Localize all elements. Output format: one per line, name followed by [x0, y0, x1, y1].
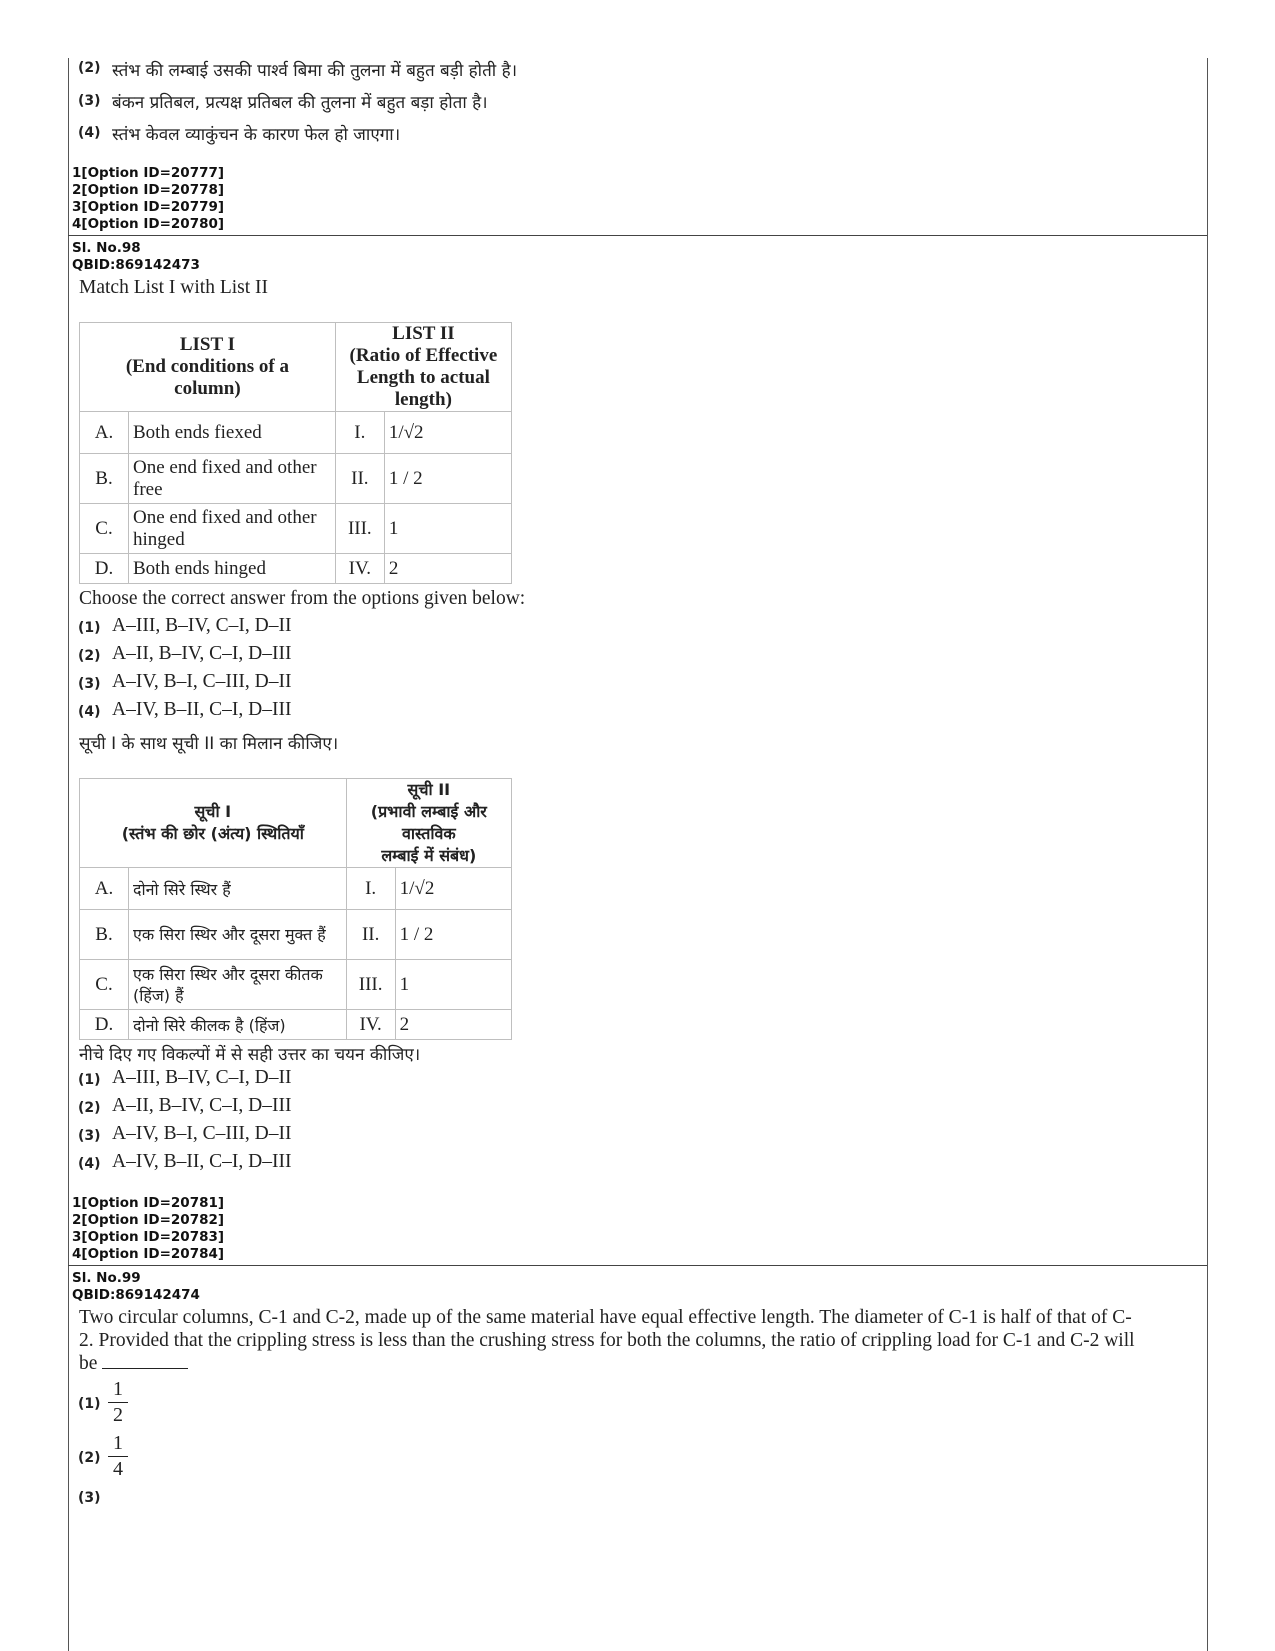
header-line: column) — [174, 378, 241, 399]
fraction — [108, 1432, 128, 1481]
option-id-list — [72, 165, 224, 233]
option-id: 1[Option ID=20777] — [72, 165, 225, 181]
option-text: A–IV, B–I, C–III, D–II — [112, 671, 292, 692]
numerator: 1 — [113, 1432, 123, 1454]
ratio-value: 1/√2 — [395, 868, 511, 910]
choose-instruction: Choose the correct answer from the options given below: — [79, 588, 526, 609]
fraction-bar — [108, 1456, 128, 1457]
row-roman: I. — [346, 868, 395, 910]
question-header — [72, 1270, 200, 1304]
list-two-header — [335, 323, 511, 412]
serial-number: Sl. No.98 — [72, 240, 141, 256]
row-letter: B. — [80, 910, 129, 960]
end-condition: Both ends hinged — [129, 554, 336, 584]
end-condition: One end fixed and other free — [129, 454, 336, 504]
option-number: (4) — [78, 125, 101, 141]
denominator: 4 — [113, 1458, 123, 1480]
numerator: 1 — [113, 1378, 123, 1400]
option-id: 3[Option ID=20783] — [72, 1229, 225, 1245]
end-condition: Both ends fiexed — [129, 412, 336, 454]
option-number: (3) — [78, 1128, 101, 1144]
question-line: be — [79, 1353, 98, 1374]
end-condition: एक सिरा स्थिर और दूसरा कीतक (हिंज) हैं — [129, 960, 347, 1010]
question-text — [79, 1306, 1199, 1375]
option-text-hindi: स्तंभ की लम्बाई उसकी पार्श्व बिमा की तुलना में बहुत बड़ी होती है। — [112, 61, 518, 81]
header-line: Length to actual length) — [356, 367, 490, 410]
ratio-value: 2 — [395, 1010, 511, 1040]
list-one-header — [80, 779, 347, 868]
option-number: (3) — [78, 676, 101, 692]
table-row — [80, 454, 512, 504]
row-letter: A. — [80, 412, 129, 454]
option-number: (2) — [78, 1100, 101, 1116]
table-row — [80, 412, 512, 454]
fraction-bar — [108, 1402, 128, 1403]
row-roman: III. — [335, 504, 384, 554]
row-roman: IV. — [346, 1010, 395, 1040]
header-line: (स्तंभ की छोर (अंत्य) स्थितियाँ — [121, 824, 304, 843]
table-row — [80, 554, 512, 584]
option-text-hindi: बंकन प्रतिबल, प्रत्यक्ष प्रतिबल की तुलना में बहुत बड़ा होता है। — [112, 93, 488, 113]
option-number: (2) — [78, 60, 101, 76]
row-roman: IV. — [335, 554, 384, 584]
option-number: (1) — [78, 1396, 101, 1412]
header-line: (End conditions of a — [125, 356, 289, 377]
table-row — [80, 868, 512, 910]
ratio-value: 1 / 2 — [395, 910, 511, 960]
option-id: 4[Option ID=20780] — [72, 216, 225, 232]
list-two-header — [346, 779, 511, 868]
table-row — [80, 504, 512, 554]
question-header — [72, 240, 200, 274]
option-number: (3) — [78, 93, 101, 109]
option-id-list — [72, 1195, 224, 1263]
option-text: A–III, B–IV, C–I, D–II — [112, 615, 292, 636]
end-condition: दोनो सिरे स्थिर हैं — [129, 868, 347, 910]
qbid: QBID:869142474 — [72, 1287, 200, 1303]
ratio-value: 1 / 2 — [384, 454, 511, 504]
question-line-last — [79, 1352, 1199, 1375]
option-number: (4) — [78, 704, 101, 720]
match-table-hindi — [79, 778, 512, 1040]
denominator: 2 — [113, 1404, 123, 1426]
option-text: A–II, B–IV, C–I, D–III — [112, 643, 292, 664]
row-letter: A. — [80, 868, 129, 910]
answer-blank — [102, 1368, 188, 1369]
row-letter: C. — [80, 504, 129, 554]
header-line: सूची I — [194, 802, 232, 821]
list-one-header — [80, 323, 336, 412]
header-line: सूची II — [407, 780, 451, 799]
ratio-value: 1 — [384, 504, 511, 554]
row-letter: D. — [80, 554, 129, 584]
row-roman: II. — [335, 454, 384, 504]
header-line: LIST I — [179, 334, 235, 355]
ratio-value: 1/√2 — [384, 412, 511, 454]
question-line: 2. Provided that the crippling stress is less than the crushing stress for both the columns, the ratio of crippling load for C-1 and C-2 will — [79, 1330, 1135, 1351]
question-intro-hindi: सूची I के साथ सूची II का मिलान कीजिए। — [79, 734, 339, 754]
ratio-value: 2 — [384, 554, 511, 584]
fraction — [108, 1378, 128, 1427]
row-roman: I. — [335, 412, 384, 454]
option-number: (4) — [78, 1156, 101, 1172]
option-text: A–IV, B–II, C–I, D–III — [112, 1151, 292, 1172]
option-text: A–IV, B–I, C–III, D–II — [112, 1123, 292, 1144]
row-roman: III. — [346, 960, 395, 1010]
qbid: QBID:869142473 — [72, 257, 200, 273]
option-number: (2) — [78, 648, 101, 664]
header-line: (Ratio of Effective — [349, 345, 498, 366]
option-id: 3[Option ID=20779] — [72, 199, 225, 215]
header-line: लम्बाई में संबंध) — [381, 846, 477, 865]
option-number: (1) — [78, 1072, 101, 1088]
option-id: 2[Option ID=20782] — [72, 1212, 225, 1228]
question-line: Two circular columns, C-1 and C-2, made up of the same material have equal effective length. The diameter of C-1 is half of that of C- — [79, 1307, 1132, 1328]
table-row — [80, 910, 512, 960]
header-line: (प्रभावी लम्बाई और वास्तविक — [370, 802, 487, 843]
option-number: (3) — [78, 1490, 101, 1506]
ratio-value: 1 — [395, 960, 511, 1010]
option-text-hindi: स्तंभ केवल व्याकुंचन के कारण फेल हो जाएगा। — [112, 125, 401, 145]
option-id: 1[Option ID=20781] — [72, 1195, 225, 1211]
end-condition: एक सिरा स्थिर और दूसरा मुक्त हैं — [129, 910, 347, 960]
table-row — [80, 1010, 512, 1040]
header-line: LIST II — [392, 323, 455, 344]
option-id: 2[Option ID=20778] — [72, 182, 225, 198]
table-row — [80, 960, 512, 1010]
row-letter: C. — [80, 960, 129, 1010]
end-condition: दोनो सिरे कीलक है (हिंज) — [129, 1010, 347, 1040]
choose-instruction-hindi: नीचे दिए गए विकल्पों में से सही उत्तर का चयन कीजिए। — [79, 1045, 421, 1065]
match-table-english — [79, 322, 512, 584]
row-letter: B. — [80, 454, 129, 504]
option-number: (2) — [78, 1450, 101, 1466]
option-text: A–III, B–IV, C–I, D–II — [112, 1067, 292, 1088]
serial-number: Sl. No.99 — [72, 1270, 141, 1286]
row-letter: D. — [80, 1010, 129, 1040]
question-divider — [68, 1265, 1207, 1266]
option-id: 4[Option ID=20784] — [72, 1246, 225, 1262]
end-condition: One end fixed and other hinged — [129, 504, 336, 554]
option-text: A–IV, B–II, C–I, D–III — [112, 699, 292, 720]
question-divider — [68, 235, 1207, 236]
option-number: (1) — [78, 620, 101, 636]
row-roman: II. — [346, 910, 395, 960]
option-text: A–II, B–IV, C–I, D–III — [112, 1095, 292, 1116]
question-intro: Match List I with List II — [79, 277, 269, 298]
